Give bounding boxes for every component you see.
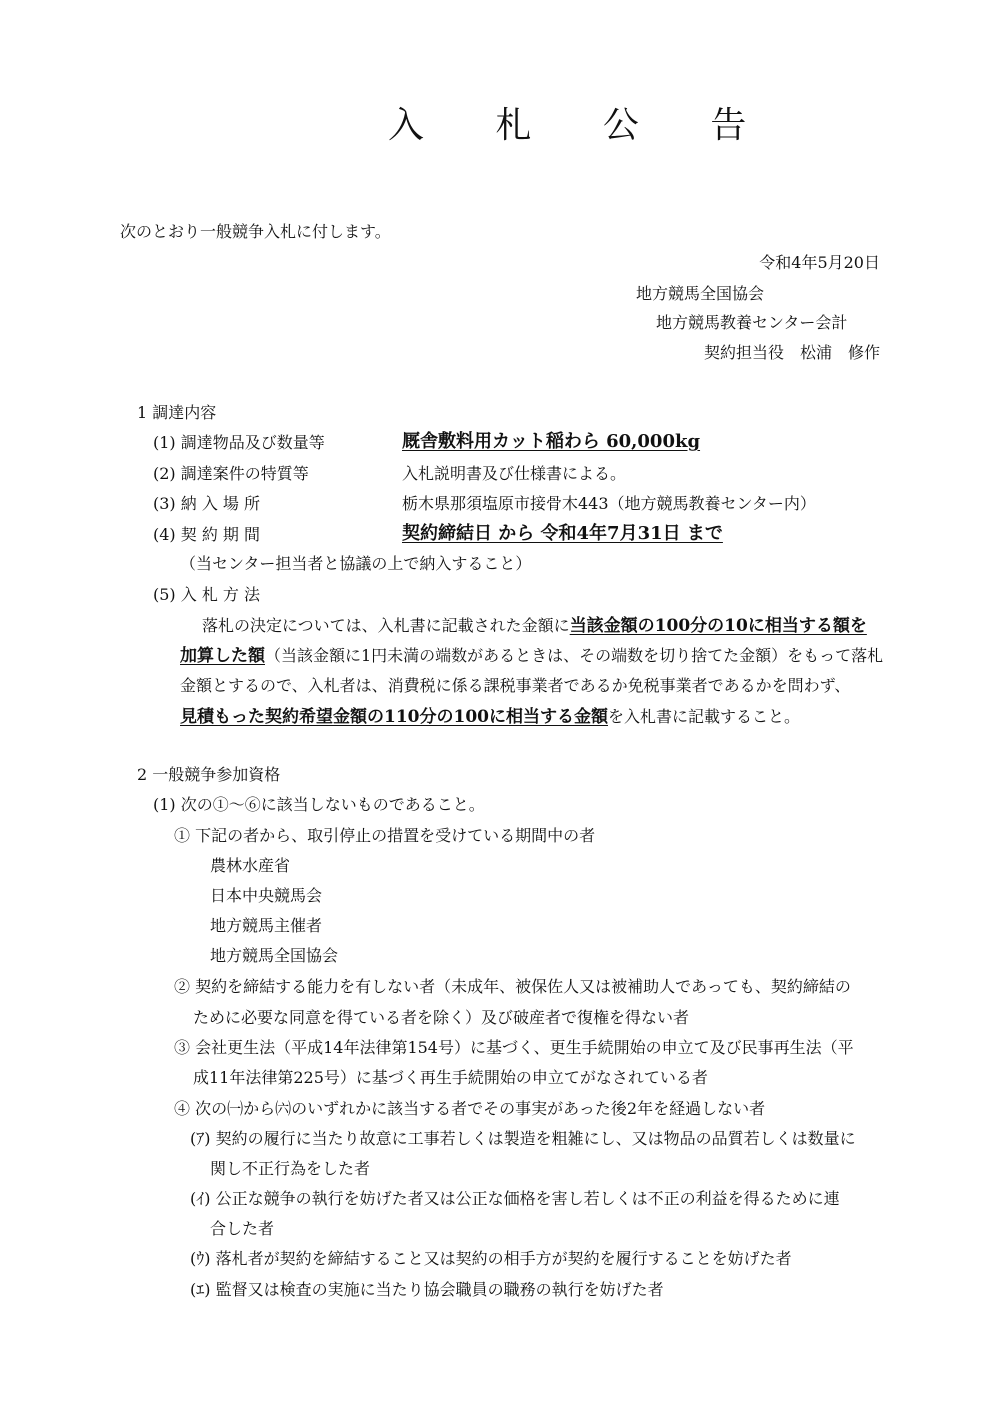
bid-method-line-4 — [180, 709, 880, 726]
item-2-label: (2) 調達案件の特質等 — [153, 464, 309, 483]
sub-e: (ｴ) 監督又は検査の実施に当たり協会職員の職務の執行を妨げた者 — [190, 1280, 664, 1299]
item-3-label: (3) 納 入 場 所 — [153, 494, 261, 513]
condition-1: ① 下記の者から、取引停止の措置を受けている期間中の者 — [174, 826, 596, 845]
bid-method-text: を入札書に記載すること。 — [607, 707, 800, 726]
condition-2-line-1: ② 契約を締結する能力を有しない者（未成年、被保佐人又は被補助人であっても、契約締結の — [174, 977, 851, 996]
excluded-body: 日本中央競馬会 — [210, 886, 323, 905]
excluded-body: 地方競馬全国協会 — [210, 946, 339, 965]
item-4-value: 契約締結日 から 令和4年7月31日 まで — [402, 523, 723, 544]
issuer-dept: 地方競馬教養センター会計 — [656, 313, 848, 332]
bid-method-text: 落札の決定については、入札書に記載された金額に — [202, 616, 570, 635]
notice-date: 令和4年5月20日 — [759, 253, 880, 272]
sub-u: (ｳ) 落札者が契約を締結すること又は契約の相手方が契約を履行することを妨げた者 — [190, 1249, 792, 1268]
item-4-note: （当センター担当者と協議の上で納入すること） — [180, 554, 532, 573]
bid-method-emphasis: 加算した額 — [180, 646, 265, 666]
item-5-label: (5) 入 札 方 法 — [153, 585, 261, 604]
excluded-body: 農林水産省 — [210, 856, 291, 875]
page-title: 入 札 公 告 — [388, 105, 777, 146]
bid-method-line-2 — [180, 646, 884, 666]
section-2-heading: 2 一般競争参加資格 — [137, 765, 281, 784]
item-3-value: 栃木県那須塩原市接骨木443（地方競馬教養センター内） — [402, 494, 816, 513]
item-2-value: 入札説明書及び仕様書による。 — [402, 464, 627, 483]
bid-method-line-1 — [180, 618, 902, 635]
qualification-1: (1) 次の①～⑥に該当しないものであること。 — [153, 795, 485, 814]
item-4-label: (4) 契 約 期 間 — [153, 525, 261, 544]
sub-i-line-2: 合した者 — [210, 1219, 275, 1238]
section-1-heading: 1 調達内容 — [137, 403, 217, 422]
issuer-org: 地方競馬全国協会 — [636, 284, 765, 303]
intro-text: 次のとおり一般競争入札に付します。 — [120, 222, 391, 241]
sub-a-line-1: (ｱ) 契約の履行に当たり故意に工事若しくは製造を粗雑にし、又は物品の品質若しくは数量に — [190, 1129, 856, 1148]
sub-i-line-1: (ｲ) 公正な競争の執行を妨げた者又は公正な価格を害し若しくは不正の利益を得るために連 — [190, 1189, 840, 1208]
bid-method-emphasis: 当該金額の100分の10に相当する額を — [569, 616, 867, 636]
condition-3-line-2: 成11年法律第225号）に基づく再生手続開始の申立てがなされている者 — [193, 1068, 708, 1087]
item-1-label: (1) 調達物品及び数量等 — [153, 433, 325, 452]
condition-3-line-1: ③ 会社更生法（平成14年法律第154号）に基づく、更生手続開始の申立て及び民事再生法（平 — [174, 1038, 854, 1057]
sub-a-line-2: 関し不正行為をした者 — [210, 1159, 371, 1178]
bid-method-text: （当該金額に1円未満の端数があるときは、その端数を切り捨てた金額）をもって落札 — [265, 646, 884, 665]
excluded-body: 地方競馬主催者 — [210, 916, 323, 935]
bid-method-line-3: 金額とするので、入札者は、消費税に係る課税事業者であるか免税事業者であるかを問わず、 — [180, 676, 851, 695]
issuer-person: 契約担当役 松浦 修作 — [703, 343, 880, 362]
condition-2-line-2: ために必要な同意を得ている者を除く）及び破産者で復権を得ない者 — [193, 1008, 690, 1027]
item-1-value: 厩舎敷料用カット稲わら 60,000kg — [402, 431, 701, 452]
condition-4: ④ 次の㈠から㈥のいずれかに該当する者でその事実があった後2年を経過しない者 — [174, 1099, 766, 1118]
bid-method-emphasis: 見積もった契約希望金額の110分の100に相当する金額 — [180, 707, 608, 727]
